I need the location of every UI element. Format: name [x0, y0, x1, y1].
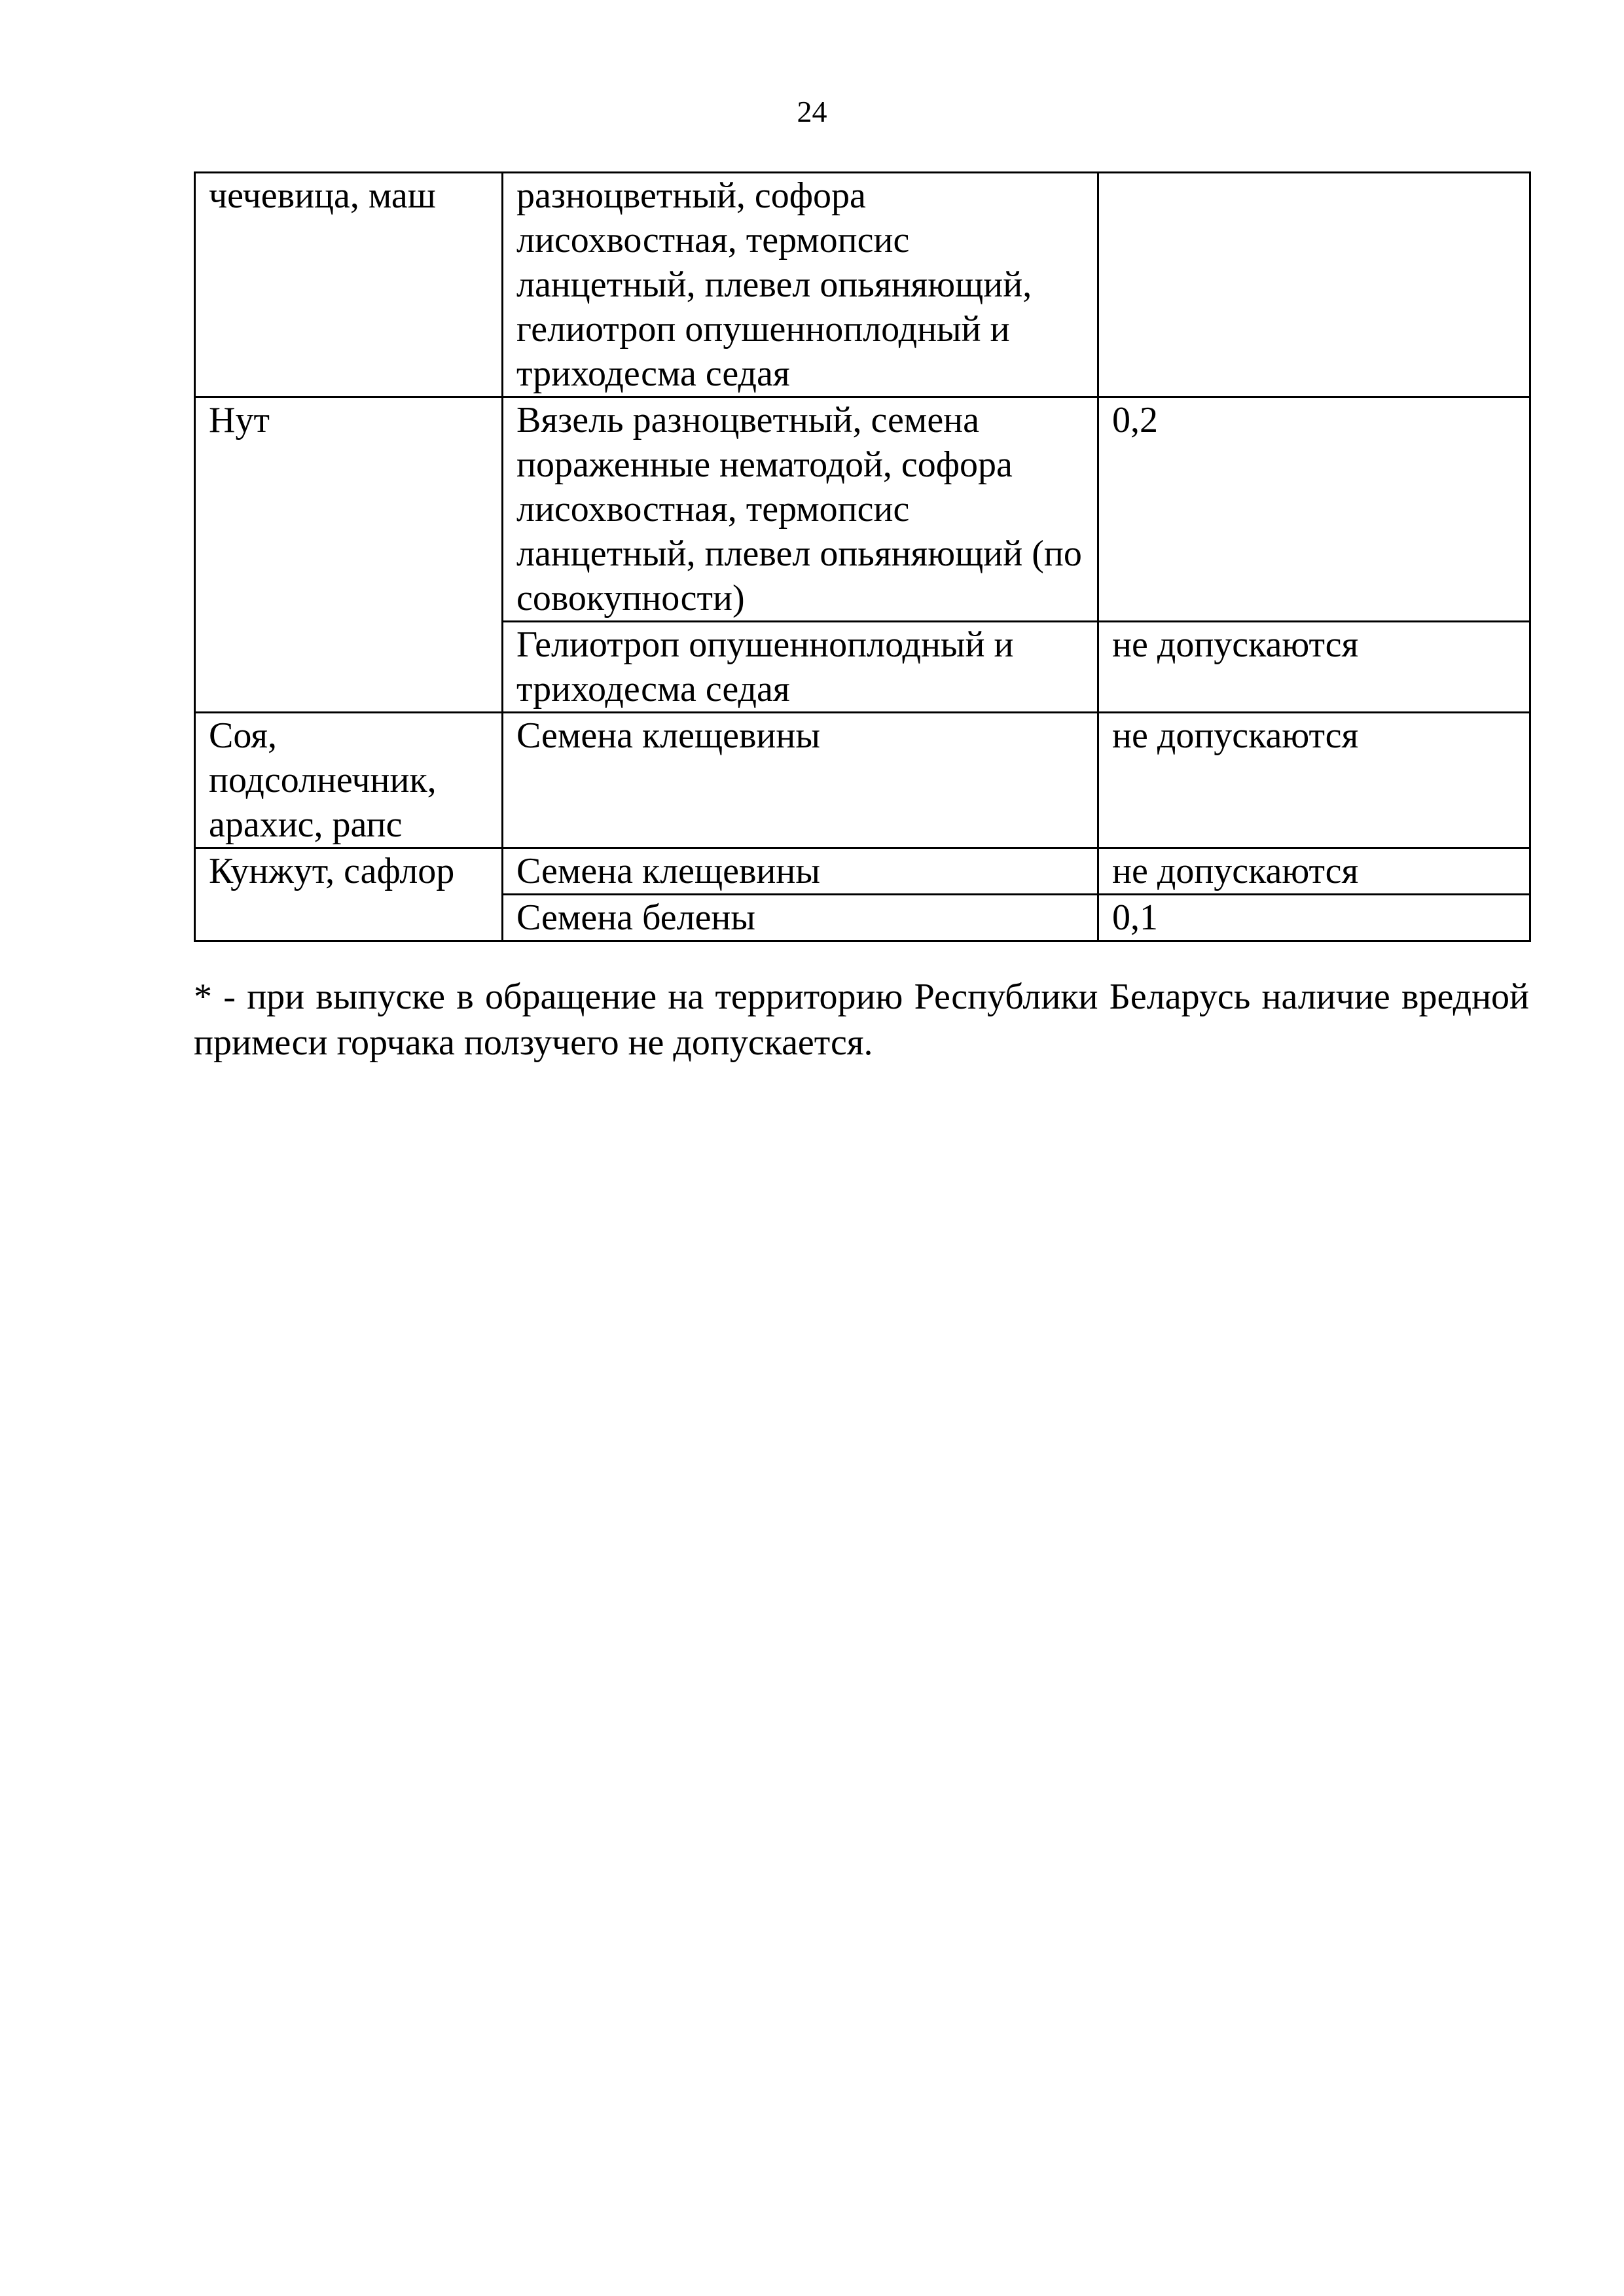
table-row — [195, 848, 1530, 895]
limit-cell: не допускаются — [1098, 848, 1530, 895]
impurity-cell: Семена клещевины — [503, 848, 1098, 895]
impurity-cell: разноцветный, софора лисохвостная, термопсис ланцетный, плевел опьяняющий, гелиотроп опушенноплодный и триходесма седая — [503, 173, 1098, 397]
table-row — [195, 397, 1530, 622]
impurity-cell: Вязель разноцветный, семена пораженные нематодой, софора лисохвостная, термопсис ланцетный, плевел опьяняющий (по совокупности) — [503, 397, 1098, 622]
crop-cell: Кунжут, сафлор — [195, 848, 503, 941]
limit-cell — [1098, 173, 1530, 397]
harmful-impurities-table — [194, 171, 1531, 942]
table-row — [195, 173, 1530, 397]
crop-cell: Нут — [195, 397, 503, 713]
impurity-cell: Семена белены — [503, 895, 1098, 941]
impurity-cell: Гелиотроп опушенноплодный и триходесма седая — [503, 622, 1098, 713]
crop-cell: Соя, подсолнечник, арахис, рапс — [195, 713, 503, 848]
crop-cell: чечевица, маш — [195, 173, 503, 397]
limit-cell: не допускаются — [1098, 713, 1530, 848]
limit-cell: 0,2 — [1098, 397, 1530, 622]
footnote: * - при выпуске в обращение на территорию Республики Беларусь наличие вредной примеси горчака ползучего не допускается. — [194, 977, 1529, 1063]
limit-cell: не допускаются — [1098, 622, 1530, 713]
limit-cell: 0,1 — [1098, 895, 1530, 941]
page-number: 24 — [797, 95, 827, 128]
impurity-cell: Семена клещевины — [503, 713, 1098, 848]
table-row — [195, 713, 1530, 848]
